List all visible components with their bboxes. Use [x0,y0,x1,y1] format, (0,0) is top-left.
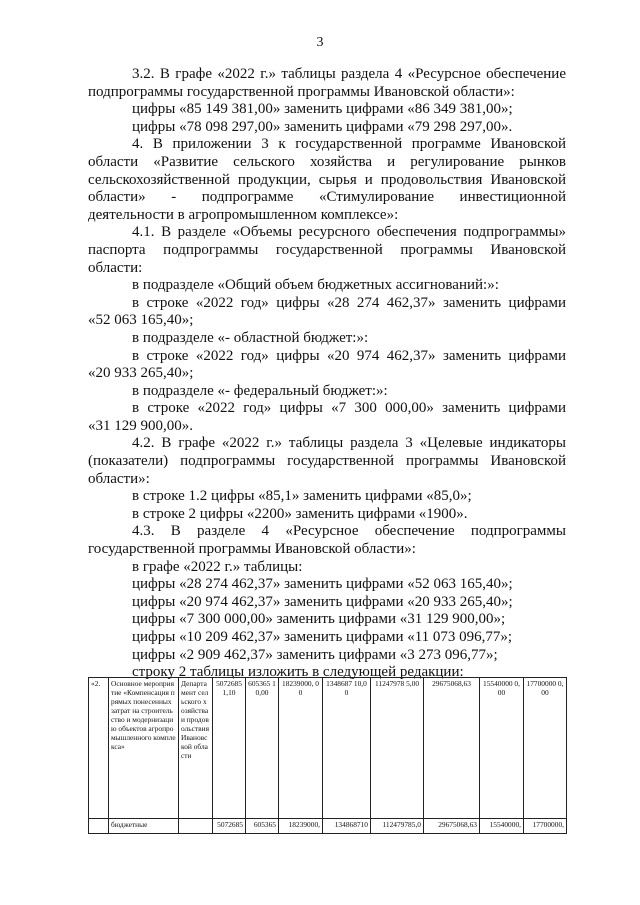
value-cell: 5072685 [213,819,246,834]
replace-line: в строке «2022 год» цифры «28 274 462,37» заменить цифрами [132,294,566,311]
replace-line: цифры «10 209 462,37» заменить цифрами «11 073 096,77»; [132,629,513,645]
table-intro-line: строку 2 таблицы изложить в следующей редакции: [132,664,464,681]
para-4-3-line2: государственной программы Ивановской области»: [88,541,416,558]
replace-line: в строке 1.2 цифры «85,1» заменить цифрами «85,0»; [132,488,472,505]
value-cell: 18239000, [279,819,323,834]
replace-line-cont: «20 933 265,40»; [88,365,194,382]
subsection-line: в подразделе «Общий объем бюджетных ассигнований:»: [132,277,499,294]
replace-line: цифры «20 974 462,37» заменить цифрами «20 933 265,40»; [132,593,513,610]
value-cell: 15540000, [480,819,524,834]
replace-line: в строке 2 цифры «2200» заменить цифрами «1900». [132,505,468,522]
value-cell: 112479785,0 [371,819,424,834]
para-3-2-line1: 3.2. В графе «2022 г.» таблицы раздела 4 «Ресурсное обеспечение [132,66,566,82]
value-cell: 5072685 1,10 [213,678,246,819]
value-cell: 605365 10,00 [246,678,279,819]
table-row [89,678,567,819]
subsection-line: в подразделе «- областной бюджет:»: [132,329,369,346]
para-4-1-line3: области: [88,259,143,276]
value-cell: 17700000, [524,819,567,834]
value-cell: 29675068,63 [424,819,480,834]
page-number: 3 [316,35,324,50]
subsection-line: в графе «2022 г.» таблицы: [132,558,303,575]
para-4-2-line3: области»: [88,470,150,487]
empty-cell [89,819,109,834]
replace-line: в строке «2022 год» цифры «7 300 000,00» заменить цифрами [132,400,566,417]
value-cell: 15540000 0,00 [480,678,524,819]
para-4-line5: деятельности в агропромышленном комплексе»: [88,206,399,223]
replace-line: цифры «28 274 462,37» заменить цифрами «52 063 165,40»; [132,576,513,593]
funding-label: бюджетные [109,819,179,834]
value-cell: 134868710 [323,819,371,834]
para-4-line3: сельскохозяйственной продукции, сырья и продовольствия Ивановской [88,171,566,188]
value-cell: 18239000, 00 [279,678,323,819]
subsection-line: в подразделе «- федеральный бюджет:»: [132,382,388,399]
executor: Департамент сельского хозяйства и продовольствия Ивановской области [179,678,213,819]
para-4-line1: 4. В приложении 3 к государственной программе Ивановской [132,136,566,153]
para-4-2-line1: 4.2. В графе «2022 г.» таблицы раздела 3 «Целевые индикаторы [132,435,566,452]
table-row [89,819,567,834]
replace-line: цифры «2 909 462,37» заменить цифрами «3 273 096,77»; [132,646,498,663]
replace-line: цифры «7 300 000,00» заменить цифрами «31 129 900,00»; [132,611,506,628]
replace-line: цифры «85 149 381,00» заменить цифрами «86 349 381,00»; [132,101,513,118]
value-cell: 17700000 0,00 [524,678,567,819]
activity-name: Основное мероприятие «Компенсация прямых понесенных затрат на строительство и модернизацию объектов агропромышленного комплекса» [109,678,179,819]
row-number: «2. [89,678,109,819]
para-3-2-line2: подпрограммы государственной программы Ивановской области»: [88,83,515,100]
value-cell: 1348687 10,00 [323,678,371,819]
replace-line-cont: «52 063 165,40»; [88,312,194,329]
para-4-1-line1: 4.1. В разделе «Объемы ресурсного обеспечения подпрограммы» [132,224,566,241]
empty-cell [179,819,213,834]
replace-line-cont: «31 129 900,00». [88,417,193,434]
replace-line: в строке «2022 год» цифры «20 974 462,37» заменить цифрами [132,347,566,364]
replace-line: цифры «78 098 297,00» заменить цифрами «79 298 297,00». [132,118,513,135]
para-4-3-line1: 4.3. В разделе 4 «Ресурсное обеспечение подпрограммы [132,523,566,540]
value-cell: 605365 [246,819,279,834]
value-cell: 11247978 5,00 [371,678,424,819]
resource-table [88,677,567,834]
para-4-line2: области «Развитие сельского хозяйства и регулирование рынков [88,153,566,170]
para-4-2-line2: (показатели) подпрограммы государственной программы Ивановской [88,453,566,470]
para-4-line4: области» - подпрограмме «Стимулирование инвестиционной [88,189,566,206]
para-4-1-line2: паспорта подпрограммы государственной программы Ивановской [88,241,566,258]
document-body [88,66,566,682]
value-cell: 29675068,63 [424,678,480,819]
